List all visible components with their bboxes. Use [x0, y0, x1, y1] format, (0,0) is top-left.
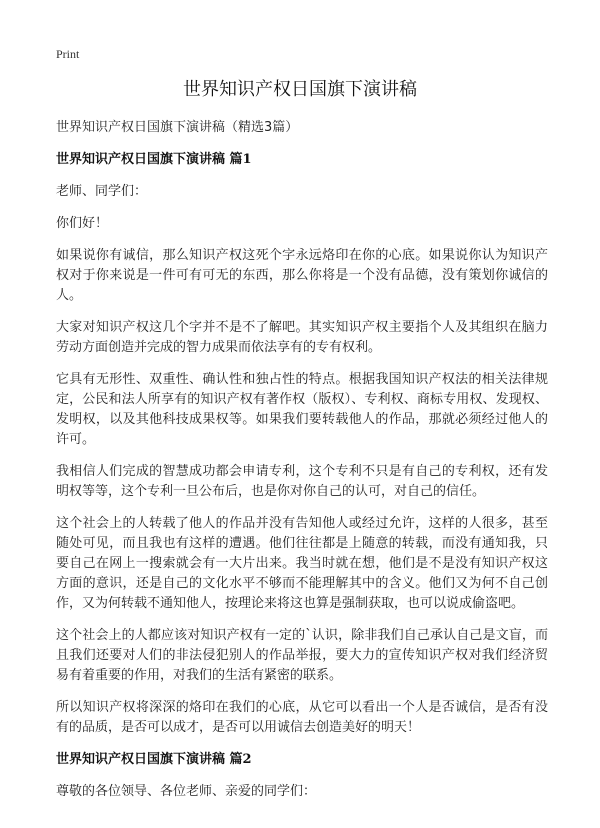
paragraph: 我相信人们完成的智慧成功都会申请专利，这个专利不只是有自己的专利权，还有发明权等等，这个专利一旦公布后，也是你对你自己的认可，对自己的信任。: [56, 464, 548, 499]
section-1: [56, 150, 548, 738]
paragraph: 这个社会上的人转载了他人的作品并没有告知他人或经过允许，这样的人很多，甚至随处可见，而且我也有这样的遭遇。他们往往都是上随意的转载，而没有通知我，只要自己在网上一搜索就会有一大片出来。我当时就在想，他们是不是没有知识产权这方面的意识，还是自己的文化水平不够而不能理解其中的含义。他们又为何不自己创作，又为何转载不通知他人，按理论来将这也算是强制获取，也可以说成偷盗吧。: [56, 516, 548, 611]
paragraph-salutation: 尊敬的各位领导、各位老师、亲爱的同学们：: [56, 784, 317, 799]
print-link[interactable]: Print: [56, 47, 80, 61]
paragraph: 所以知识产权将深深的烙印在我们的心底，从它可以看出一个人是否诚信，是否有没有的品质，是否可以成才，是否可以用诚信去创造美好的明天！: [56, 700, 548, 735]
document-subtitle: 世界知识产权日国旗下演讲稿（精选3篇）: [56, 120, 299, 135]
section-2: [56, 750, 548, 802]
document-body: [56, 118, 548, 814]
section-heading: 世界知识产权日国旗下演讲稿 篇1: [56, 152, 252, 167]
document-title: 世界知识产权日国旗下演讲稿: [183, 79, 417, 100]
paragraph: 它具有无形性、双重性、确认性和独占性的特点。根据我国知识产权法的相关法律规定，公民和法人所享有的知识产权有著作权（版权）、专利权、商标专用权、发现权、发明权，以及其他科技成果权等。如果我们要转载他人的作品，那就必须经过他人的许可。: [56, 372, 548, 447]
paragraph-greeting: 你们好！: [56, 216, 109, 231]
paragraph: 大家对知识产权这几个字并不是不了解吧。其实知识产权主要指个人及其组织在脑力劳动方面创造并完成的智力成果而依法享有的专有权利。: [56, 320, 548, 355]
paragraph: 这个社会上的人都应该对知识产权有一定的`认识，除非我们自己承认自己是文盲，而且我们还要对人们的非法侵犯别人的作品举报，要大力的宣传知识产权对我们经济贸易有着重要的作用，对我们的生活有紧密的联系。: [56, 628, 548, 683]
paragraph-salutation: 老师、同学们：: [56, 184, 148, 199]
section-heading: 世界知识产权日国旗下演讲稿 篇2: [56, 752, 252, 767]
paragraph: 如果说你有诚信，那么知识产权这死个字永远烙印在你的心底。如果说你认为知识产权对于你来说是一件可有可无的东西，那么你将是一个没有品德，没有策划你诚信的人。: [56, 248, 548, 303]
